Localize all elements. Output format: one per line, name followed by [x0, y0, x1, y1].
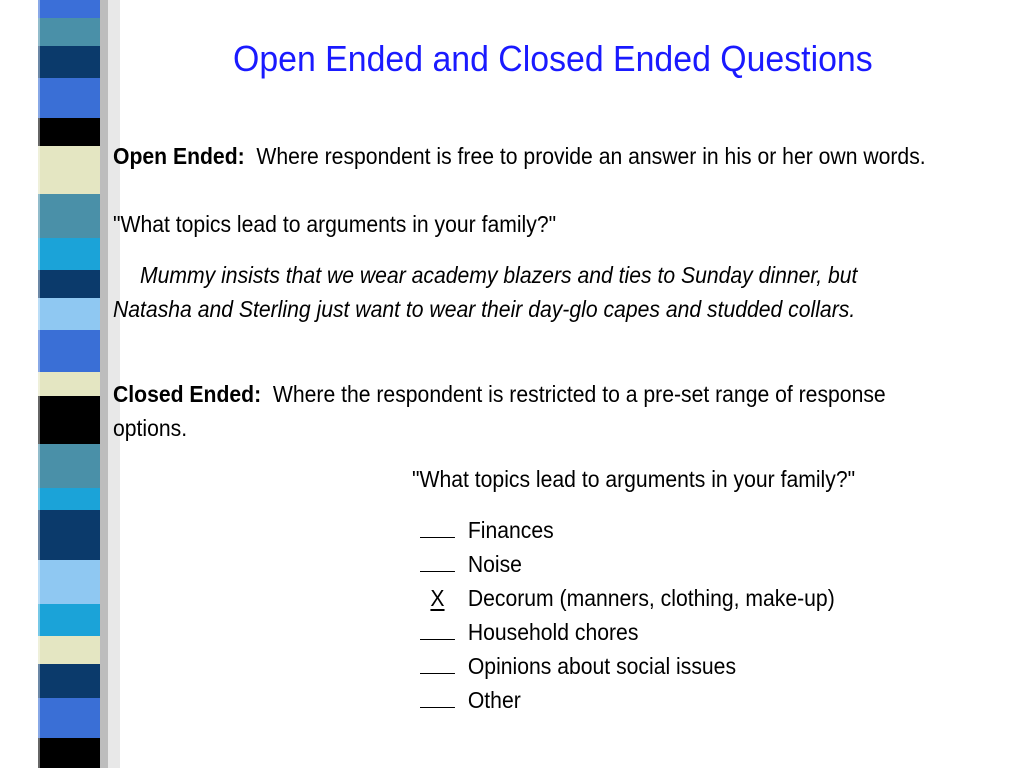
- list-item: [420, 547, 835, 581]
- option-label: Finances: [467, 517, 554, 543]
- open-ended-label: Open Ended:: [113, 143, 245, 169]
- closed-ended-label: Closed Ended:: [113, 381, 262, 407]
- response-blank: [420, 549, 455, 572]
- response-options-list: [420, 513, 835, 717]
- list-item: [420, 581, 835, 615]
- response-blank: [420, 685, 455, 708]
- closed-ended-question: "What topics lead to arguments in your family?": [412, 466, 856, 492]
- decorative-side-stripe: [0, 0, 120, 768]
- response-blank: [420, 617, 455, 640]
- response-checked-mark: X: [430, 585, 445, 611]
- open-ended-answer-line-1: Mummy insists that we wear academy blazers and ties to Sunday dinner, but: [140, 262, 858, 288]
- list-item: [420, 615, 835, 649]
- open-ended-definition-text: Where respondent is free to provide an answer in his or her own words.: [256, 143, 926, 169]
- option-label: Household chores: [467, 619, 639, 645]
- response-blank: [420, 651, 455, 674]
- open-ended-definition: [113, 139, 926, 173]
- response-blank: [420, 515, 455, 538]
- closed-ended-definition: [113, 377, 886, 411]
- open-ended-question: "What topics lead to arguments in your family?": [113, 211, 557, 237]
- page-title: Open Ended and Closed Ended Questions: [233, 38, 873, 79]
- option-label: Decorum (manners, clothing, make-up): [467, 585, 835, 611]
- option-label: Other: [467, 687, 521, 713]
- list-item: [420, 513, 835, 547]
- option-label: Noise: [467, 551, 522, 577]
- open-ended-answer-line-2: Natasha and Sterling just want to wear their day-glo capes and studded collars.: [113, 296, 856, 322]
- list-item: [420, 649, 835, 683]
- closed-ended-definition-text: Where the respondent is restricted to a pre-set range of response: [272, 381, 886, 407]
- list-item: [420, 683, 835, 717]
- closed-ended-definition-line-2: options.: [113, 415, 188, 441]
- option-label: Opinions about social issues: [467, 653, 737, 679]
